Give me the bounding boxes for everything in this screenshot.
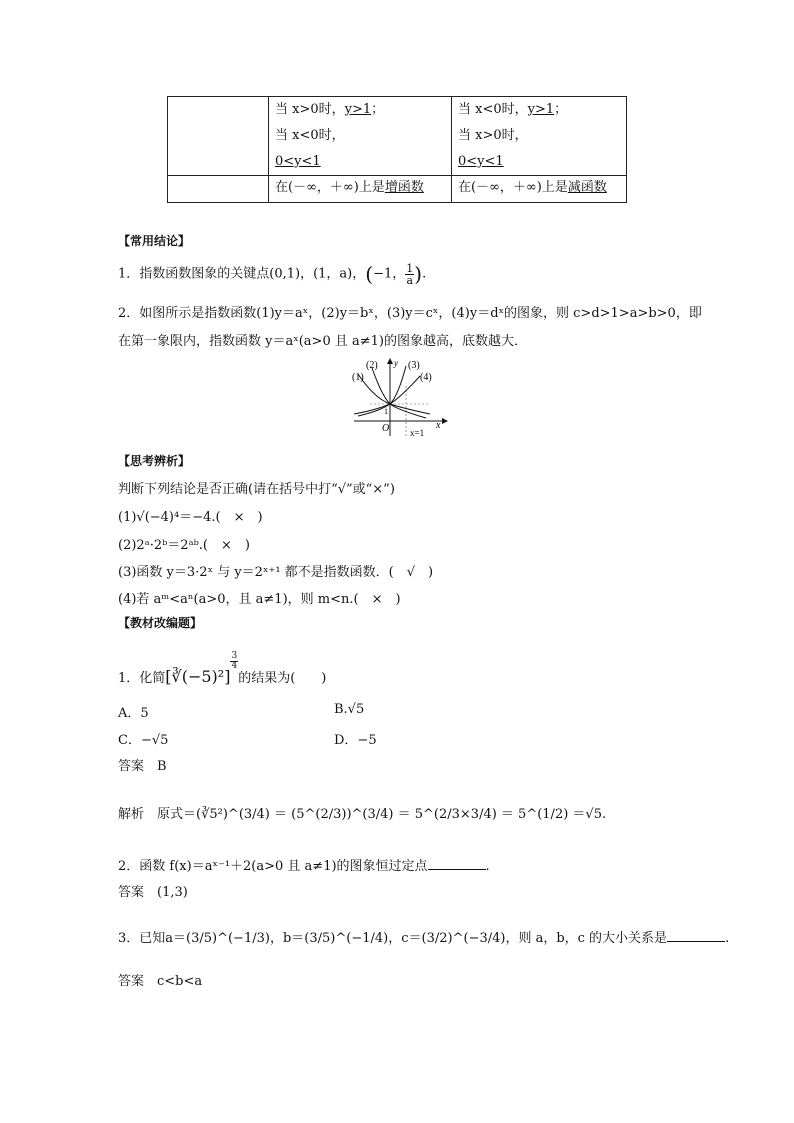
problem-3-answer: 答案 c<b<a	[118, 974, 203, 989]
paren-close: )	[414, 262, 423, 286]
conclusion-2-line2: 在第一象限内，指数函数 y＝aˣ(a>0 且 a≠1)的图象越高，底数越大．	[118, 334, 527, 349]
option-a: A．5	[118, 706, 149, 721]
conclusion-1: 1．指数函数图象的关键点(0,1)，(1，a)，(−1， $\frac{1}{a}$ ).	[118, 261, 427, 287]
graph-label-2: (2)	[366, 360, 378, 371]
analysis-expr: (∛5²)^(3/4) ＝ (5^(2/3))^(3/4) ＝ 5^(2/3×3/4) ＝ 5^(1/2) ＝√5.	[196, 807, 607, 822]
judge-q2: (2)2ᵃ·2ᵇ＝2ᵃᵇ.( × )	[118, 538, 250, 553]
table-label-cell	[168, 97, 269, 176]
problem-1-answer: 答案 B	[118, 759, 167, 774]
cell-text: 当 x<0时，	[458, 102, 528, 117]
graph-y-label: y	[394, 358, 398, 368]
exponent-numerator: 3	[231, 651, 238, 661]
cell-text: 当 x<0时，	[275, 128, 345, 143]
cell-underlined: y>1	[344, 102, 372, 117]
analysis-pre: 解析 原式＝	[118, 807, 197, 822]
table-cell-increasing	[269, 97, 452, 176]
problem-3-stem: 3．已知a＝(3/5)^(−1/3)，b＝(3/5)^(−1/4)，c＝(3/2)^(−3/4)，则 a，b，c 的大小关系是 .	[118, 931, 730, 946]
cell-underlined: 减函数	[567, 180, 607, 195]
graph-label-3: (3)	[408, 360, 420, 371]
table-cell-monotonic-inc	[269, 176, 452, 203]
problem-2-stem	[118, 855, 490, 874]
cell-underlined: 0<y<1	[275, 154, 321, 169]
judge-q1: (1)√(−4)⁴＝−4.( × )	[118, 510, 263, 525]
cell-text: 当 x>0时，	[458, 128, 528, 143]
problem-2-answer: 答案 (1,3)	[118, 885, 188, 900]
graph-one-label: 1	[384, 407, 388, 416]
problem-3-post: ，则 a，b，c 的大小关系是	[505, 931, 668, 946]
problem-2-pre: 2．函数 f(x)＝aˣ⁻¹＋2(a>0 且 a≠1)的图象恒过定点	[118, 859, 428, 874]
problem-1-exponent	[230, 652, 238, 671]
fraction-one-over-a	[405, 263, 414, 286]
conclusion-1-tail: −1，	[373, 266, 406, 282]
table-label-cell	[168, 176, 269, 203]
problem-3-c: c＝(3/2)^(−3/4)	[401, 931, 506, 946]
section-think: 【思考辨析】	[118, 454, 191, 468]
judge-q4: (4)若 aᵐ<aⁿ(a>0，且 a≠1)，则 m<n.( × )	[118, 592, 401, 607]
cell-text: 在(－∞，＋∞)上是	[275, 180, 385, 195]
option-d: D．−5	[334, 733, 377, 748]
exponential-graph	[350, 356, 450, 438]
judge-intro: 判断下列结论是否正确(请在括号中打“√”或“×”)	[118, 482, 395, 497]
fraction-denominator: a	[406, 273, 414, 287]
problem-1-analysis	[118, 803, 606, 822]
graph-label-1: (1)	[352, 372, 364, 383]
cell-underlined: 增函数	[384, 180, 424, 195]
graph-x1-label: x=1	[410, 428, 425, 438]
table-cell-decreasing	[452, 97, 627, 176]
section-common-conclusions: 【常用结论】	[118, 234, 191, 248]
graph-origin-label: O	[382, 423, 390, 434]
graph-x-label: x	[436, 420, 441, 431]
problem-3-b: b＝(3/5)^(−1/4)	[282, 931, 389, 946]
table-cell-monotonic-dec	[452, 176, 627, 203]
cell-text: 当 x>0时，	[275, 102, 345, 117]
judge-q3: (3)函数 y＝3·2ˣ 与 y＝2ˣ⁺¹ 都不是指数函数．( √ )	[118, 565, 434, 580]
section-textbook: 【教材改编题】	[118, 616, 203, 630]
conclusion-1-text: 1．指数函数图象的关键点(0,1)，(1，a)，	[118, 266, 366, 282]
option-c: C．−√5	[118, 733, 169, 748]
problem-1-expr: [∛(−5)²]	[165, 667, 231, 686]
problem-3-pre: 3．已知	[118, 931, 166, 946]
exponent-denominator: 4	[231, 661, 238, 671]
answer-blank	[428, 857, 486, 870]
paren-open: (	[365, 262, 374, 286]
problem-1-stem	[118, 652, 326, 686]
problem-2-post: .	[485, 859, 490, 874]
cell-underlined: y>1	[527, 102, 555, 117]
problem-1-pre: 1．化简	[118, 671, 166, 686]
problem-1-post: 的结果为( )	[238, 671, 327, 686]
fraction-numerator: 1	[406, 261, 414, 275]
cell-underlined: 0<y<1	[458, 154, 504, 169]
answer-blank	[667, 929, 725, 942]
cell-text: ；	[554, 102, 568, 117]
graph-label-4: (4)	[420, 372, 432, 383]
conclusion-2-line1: 2．如图所示是指数函数(1)y＝aˣ，(2)y＝bˣ，(3)y＝cˣ，(4)y＝dˣ的图象，则 c>d>1>a>b>0，即	[118, 306, 702, 321]
properties-table	[167, 96, 627, 203]
cell-text: ；	[371, 102, 385, 117]
problem-3-a: a＝(3/5)^(−1/3)	[165, 931, 270, 946]
cell-text: 在(－∞，＋∞)上是	[458, 180, 568, 195]
option-b: B.√5	[334, 702, 365, 717]
